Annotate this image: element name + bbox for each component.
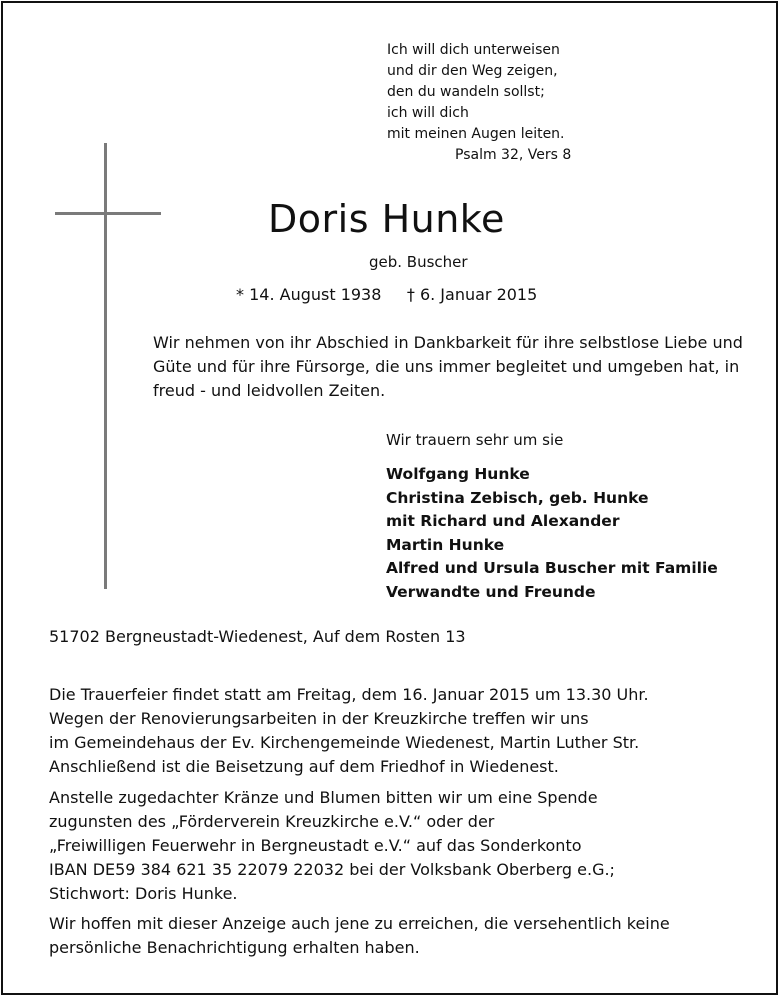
cross-vertical-bar <box>104 143 107 589</box>
obituary-notice <box>1 1 778 995</box>
closing-line: persönliche Benachrichtigung erhalten haben. <box>49 938 420 957</box>
psalm-line: Ich will dich unterweisen <box>387 42 560 58</box>
service-line: im Gemeindehaus der Ev. Kirchengemeinde Wiedenest, Martin Luther Str. <box>49 733 640 752</box>
service-info <box>49 683 759 779</box>
service-line: Anschließend ist die Beisetzung auf dem Friedhof in Wiedenest. <box>49 757 559 776</box>
donation-info <box>49 786 759 906</box>
family-member: Wolfgang Hunke <box>386 465 530 483</box>
deceased-name: Doris Hunke <box>268 197 505 241</box>
death-date: † 6. Januar 2015 <box>406 285 538 304</box>
service-line: Die Trauerfeier findet statt am Freitag, dem 16. Januar 2015 um 13.30 Uhr. <box>49 685 649 704</box>
service-line: Wegen der Renovierungsarbeiten in der Kreuzkirche treffen wir uns <box>49 709 589 728</box>
donation-line: IBAN DE59 384 621 35 22079 22032 bei der Volksbank Oberberg e.G.; <box>49 860 615 879</box>
donation-line: zugunsten des „Förderverein Kreuzkirche e.V.“ oder der <box>49 812 495 831</box>
mourning-line: Wir trauern sehr um sie <box>386 431 564 449</box>
psalm-line: mit meinen Augen leiten. <box>387 126 565 142</box>
family-member: Verwandte und Freunde <box>386 582 596 601</box>
donation-line: Stichwort: Doris Hunke. <box>49 884 238 903</box>
closing-line: Wir hoffen mit dieser Anzeige auch jene zu erreichen, die versehentlich keine <box>49 914 670 933</box>
psalm-line: ich will dich <box>387 105 469 121</box>
life-dates <box>236 285 537 304</box>
psalm-line: und dir den Weg zeigen, <box>387 63 558 79</box>
cross-horizontal-bar <box>55 212 161 215</box>
donation-line: „Freiwilligen Feuerwehr in Bergneustadt e.V.“ auf das Sonderkonto <box>49 836 582 855</box>
family-member: Martin Hunke <box>386 535 505 554</box>
family-member: mit Richard und Alexander <box>386 512 620 530</box>
psalm-quote <box>387 40 571 166</box>
family-list <box>386 463 718 604</box>
family-member: Alfred und Ursula Buscher mit Familie <box>386 559 718 577</box>
family-member: Christina Zebisch, geb. Hunke <box>386 488 649 507</box>
maiden-name: geb. Buscher <box>369 253 468 271</box>
psalm-reference: Psalm 32, Vers 8 <box>455 147 572 163</box>
closing-note <box>49 912 759 960</box>
donation-line: Anstelle zugedachter Kränze und Blumen bitten wir um eine Spende <box>49 788 598 807</box>
psalm-line: den du wandeln sollst; <box>387 84 545 100</box>
birth-date: * 14. August 1938 <box>236 285 382 304</box>
tribute-text: Wir nehmen von ihr Abschied in Dankbarkeit für ihre selbstlose Liebe und Güte und für ihre Fürsorge, die uns immer begleitet und umgeben hat, in freud - und leidvollen Zeiten. <box>153 333 743 400</box>
address: 51702 Bergneustadt-Wiedenest, Auf dem Rosten 13 <box>49 627 466 646</box>
